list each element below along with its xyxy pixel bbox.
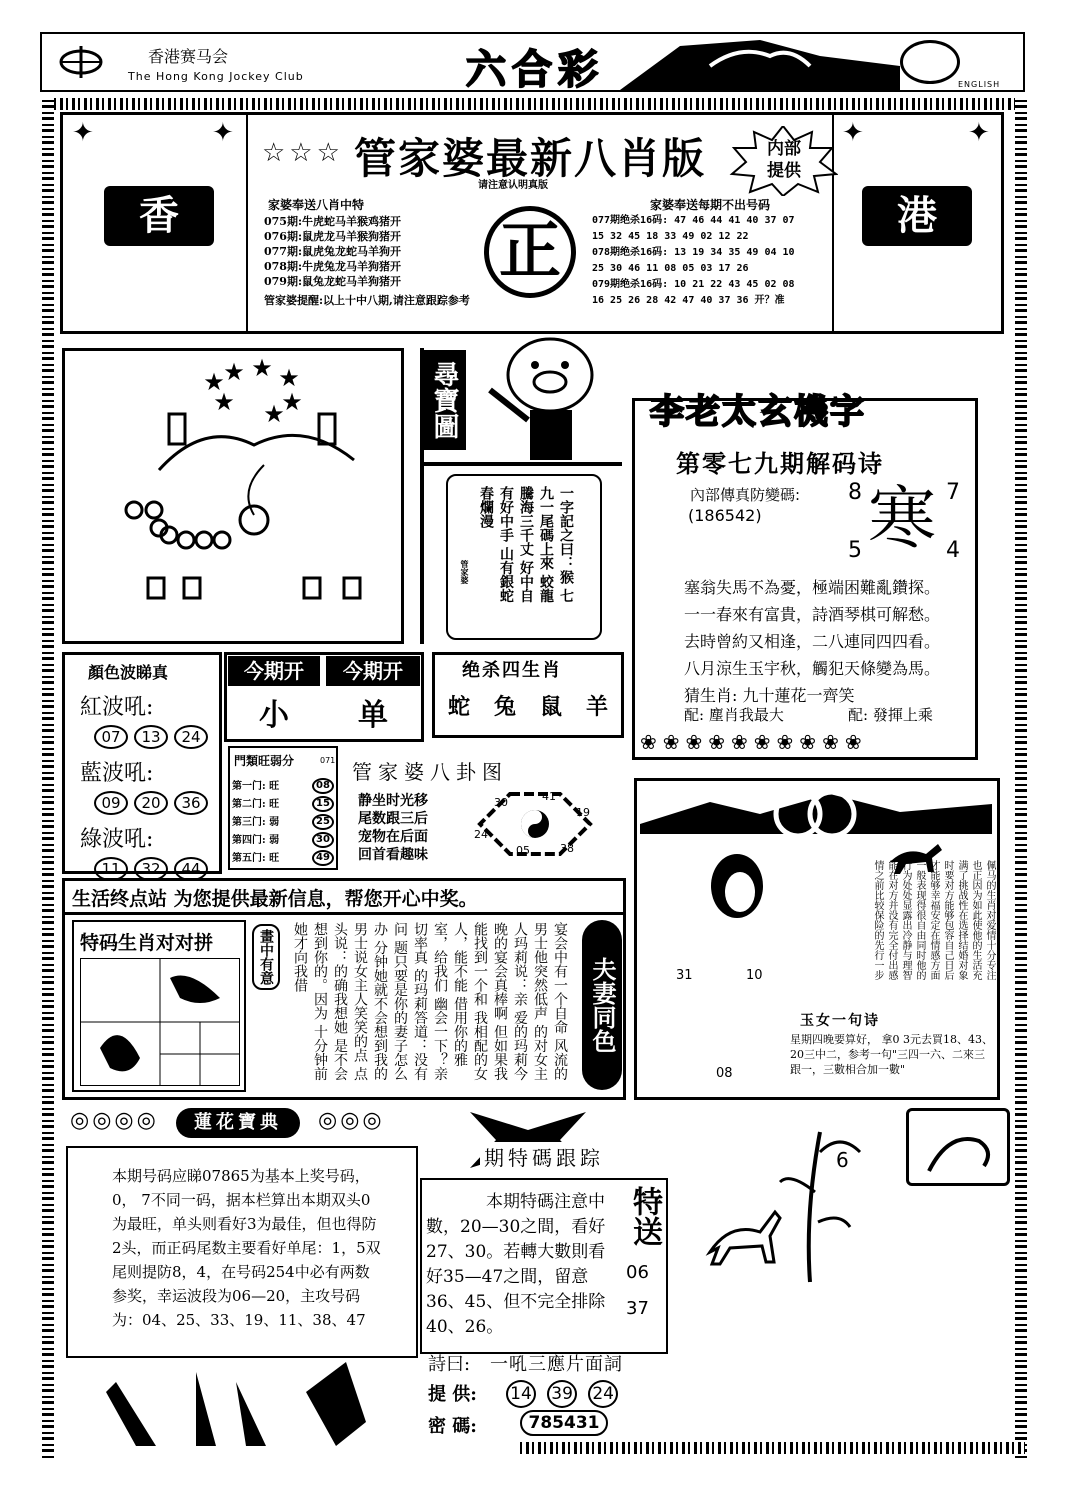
kill-line: 15 32 45 18 33 49 02 12 22 xyxy=(592,231,749,242)
door-label: 第一门: 旺 xyxy=(232,781,280,792)
ad-num: 31 xyxy=(676,968,693,983)
story-col: 的对女主人玛莉说：亲 xyxy=(512,922,548,1081)
lotus-bottom-graphic xyxy=(66,1362,418,1446)
ad-riddle: 星期四晚要算好， 拿0 3元去買18、43、20三中二，参考一句"三四一六、二來三跟一，三數相合加一數" xyxy=(790,1033,993,1076)
red-ball: 24 xyxy=(174,725,208,749)
provide-label: 提 供: xyxy=(428,1384,477,1405)
scroll-text xyxy=(476,486,576,612)
bagua-verse: 回首看趣味 xyxy=(358,847,428,863)
life-banner: 生活终点站 为您提供最新信息，帮您开心中奖。 xyxy=(72,888,478,910)
prediction-line: 075期:牛虎蛇马羊猴鸡猪开 xyxy=(264,215,402,228)
poem-text: 一吼三應片面詞 xyxy=(490,1354,623,1375)
svg-text:★: ★ xyxy=(213,388,235,416)
story-col: 点头说：的确我想她 xyxy=(332,922,368,1081)
story-text xyxy=(290,922,570,1088)
doors-rows xyxy=(232,778,334,868)
door-num: 15 xyxy=(312,796,334,812)
scroll-col: 蛟龍騰海三千丈 xyxy=(518,486,554,603)
story-col: 幽会一下？亲切率真 xyxy=(412,922,448,1081)
scroll-col: 山有銀蛇春爛漫 xyxy=(478,486,514,603)
green-ball: 44 xyxy=(174,857,208,881)
ad-banner xyxy=(640,784,992,844)
lotus-header: ◎◎◎◎ xyxy=(70,1108,159,1133)
waves-rows xyxy=(80,690,214,888)
code-label: 密 碼: xyxy=(428,1416,477,1437)
svg-text:★: ★ xyxy=(251,354,273,382)
story-col: 但如果我能找到一个和 xyxy=(472,922,508,1081)
fax-label: 內部傳真防變碼: xyxy=(690,486,801,504)
provide-ball: 39 xyxy=(547,1380,577,1408)
story-col: 是不会想到你的。因为 xyxy=(312,922,348,1081)
ad-num: 10 xyxy=(746,968,763,983)
left-emblem: 香 xyxy=(104,186,214,246)
kill4-item: 鼠 xyxy=(539,694,562,720)
wave-row-red xyxy=(80,690,214,756)
banner-title: 管家婆最新八肖版 xyxy=(354,134,707,183)
header-emblem-icon xyxy=(900,40,960,84)
door-num: 49 xyxy=(312,850,334,866)
svg-text:★: ★ xyxy=(281,388,303,416)
provide-ball: 24 xyxy=(588,1380,618,1408)
kill4-item: 羊 xyxy=(585,694,608,720)
kill-line: 16 25 26 28 42 47 40 37 36 开？准 xyxy=(592,295,785,306)
prediction-line: 077期:鼠虎兔龙蛇马羊狗开 xyxy=(264,245,402,258)
divider-line xyxy=(420,348,424,644)
english-link[interactable]: ENGLISH xyxy=(958,80,1001,89)
story-col: 宴会中有一个自命 xyxy=(552,922,568,1034)
poem-pair-a: 配: 塵肖我最大 xyxy=(684,706,784,724)
green-ball: 32 xyxy=(134,857,168,881)
wave-label: 藍波吼: xyxy=(80,761,154,786)
waves-title: 顏色波睇真 xyxy=(88,663,169,682)
ad-num: 08 xyxy=(716,1066,733,1081)
corner-num: 8 xyxy=(848,480,862,505)
code-value: 785431 xyxy=(520,1410,608,1436)
pair-title: 特码生肖对对拼 xyxy=(80,932,214,954)
special-label: 特送 xyxy=(627,1186,662,1246)
poem-line: 塞翁失馬不為憂，極端困難亂鑽探。 xyxy=(684,578,941,597)
scroll-col: 好中自有好中手 xyxy=(498,486,534,603)
lotus-body: 本期号码应睇07865为基本上奖号码，0， 7不同一码，据本栏算出本期双头0为最旺，单头则看好3为最佳，但也得防2头，而正码尾数主要看好单尾：1，5双尾则提防8，4，在号码254中必有两数参奖，幸运波段为06—20，主攻号码为：04、25、33、19、11、38、47 xyxy=(112,1167,381,1329)
corner-star-icon: ✦ xyxy=(212,118,234,148)
club-name-en: The Hong Kong Jockey Club xyxy=(128,70,304,83)
poem-title: 李老太玄機字 xyxy=(650,392,866,432)
svg-text:★: ★ xyxy=(278,364,300,392)
kill-line: 079期绝杀16码: 10 21 22 43 45 02 08 xyxy=(592,279,795,290)
bagua-num: 24 xyxy=(474,828,488,841)
banner-stars: ☆☆☆ xyxy=(262,138,344,168)
provide-nums xyxy=(506,1380,624,1408)
bagua-verse: 静坐时光移 xyxy=(358,793,428,809)
period-head: 今期开 xyxy=(326,656,420,686)
prediction-line: 076期:鼠虎龙马羊猴狗猪开 xyxy=(264,230,402,243)
poem-subtitle: 第零七九期解码诗 xyxy=(676,449,884,478)
bagua-verse: 宠物在后面 xyxy=(358,829,428,845)
story-col: 风流的男士他突然低声 xyxy=(532,922,568,1081)
kill4-item: 兔 xyxy=(493,694,516,720)
red-ball: 07 xyxy=(94,725,128,749)
hand-picture-box xyxy=(906,1108,1010,1186)
treasure-map-drawing xyxy=(64,350,402,642)
poem-pair-b: 配: 發揮上乘 xyxy=(848,706,933,724)
story-col: 的玛莉答道：没有问 xyxy=(392,922,428,1081)
hint-label: 畫中有意 xyxy=(252,924,280,990)
scroll-col: 七九一尾碼上來 xyxy=(538,486,574,603)
doors-title: 門類旺弱分 xyxy=(234,754,295,768)
inside-badge-text: 内部提供 xyxy=(767,139,801,181)
blue-ball: 20 xyxy=(134,791,168,815)
provide-ball: 14 xyxy=(506,1380,536,1408)
story-col: 我相配的女人，能不能 xyxy=(452,922,488,1081)
border-chain-left xyxy=(42,98,54,1458)
woman-portrait-icon xyxy=(700,850,774,930)
track-body: 本期特碼注意中數，20—30之間，看好27、30。若轉大數則看好35—47之間，留意36、45、但不完全排除40、26。 xyxy=(426,1192,606,1337)
poem-label: 詩曰: xyxy=(428,1354,471,1375)
bagua-title: 管家婆八卦图 xyxy=(352,760,508,784)
blue-ball: 09 xyxy=(94,791,128,815)
svg-text:★: ★ xyxy=(263,400,285,428)
red-ball: 13 xyxy=(134,725,168,749)
right-lines xyxy=(592,213,795,309)
bagua-diagram xyxy=(470,784,600,864)
pig-mascot-icon xyxy=(480,330,610,470)
big-char: 寒 xyxy=(868,480,937,559)
banner-note: 请注意认明真版 xyxy=(478,180,548,191)
blue-ball: 36 xyxy=(174,791,208,815)
fax-code: (186542) xyxy=(688,506,762,525)
kill-line: 25 30 46 11 08 05 03 17 26 xyxy=(592,263,749,274)
bagua-num: 38 xyxy=(560,842,574,855)
door-num: 30 xyxy=(312,832,334,848)
center-seal: 正 xyxy=(484,206,576,298)
door-label: 第二门: 旺 xyxy=(232,799,280,810)
ad-riddle-title: 玉女一句诗 xyxy=(800,1013,880,1029)
club-name-cn: 香港赛马会 xyxy=(148,47,229,66)
kill4-item: 蛇 xyxy=(447,694,470,720)
picture-num: 6 xyxy=(836,1148,849,1172)
bagua-num: 30 xyxy=(494,796,508,809)
special-num: 06 xyxy=(626,1262,649,1283)
poem-guess: 猜生肖: 九十蓮花一齊笑 xyxy=(684,686,855,705)
wave-label: 紅波吼: xyxy=(80,695,154,720)
green-ball: 11 xyxy=(94,857,128,881)
pair-grid xyxy=(80,958,240,1086)
corner-num: 7 xyxy=(946,480,960,505)
period-head: 今期开 xyxy=(228,656,320,686)
story-label: 夫妻同色 xyxy=(582,920,622,1090)
bagua-num: 19 xyxy=(576,806,590,819)
wave-row-blue xyxy=(80,756,214,822)
left-lines xyxy=(264,214,401,289)
door-label: 第五门: 旺 xyxy=(232,853,280,864)
kill-line: 078期绝杀16码: 13 19 34 35 49 04 10 xyxy=(592,247,795,258)
period-parity: 单 xyxy=(358,698,388,733)
lotus-title: 蓮花寶典 xyxy=(176,1108,300,1138)
jockey-club-logo-icon xyxy=(58,42,104,82)
kill-line: 077期绝杀16码: 47 46 44 41 40 37 07 xyxy=(592,215,795,226)
corner-star-icon: ✦ xyxy=(842,118,864,148)
header-horse-graphic xyxy=(620,36,900,90)
door-label: 第三门: 弱 xyxy=(232,817,280,828)
remind-line: 管家婆提醒:以上十中八期,请注意跟踪参考 xyxy=(264,294,470,307)
poem-line: 去時曾約又相逢，二八連同四四看。 xyxy=(684,632,941,651)
story-col: 分钟她就不会想到我的 xyxy=(372,940,388,1081)
story-col: 爱的玛莉今晚的宴会真棒啊 xyxy=(492,922,528,1081)
border-chain-right xyxy=(1015,98,1027,1458)
prediction-line: 079期:鼠兔龙蛇马羊狗猪开 xyxy=(264,275,402,288)
kill4-items xyxy=(436,690,620,721)
door-num: 25 xyxy=(312,814,334,830)
bagua-verses xyxy=(358,792,428,864)
lottery-title: 六合彩 xyxy=(466,46,604,93)
bagua-verse: 尾数跟三后 xyxy=(358,811,428,827)
poem-line: 一一春來有富貴，詩酒琴棋可解愁。 xyxy=(684,605,941,624)
track-title: 期特碼跟踪 xyxy=(480,1142,608,1171)
special-num: 37 xyxy=(626,1298,649,1319)
border-chain-top xyxy=(42,98,1027,110)
corner-star-icon: ✦ xyxy=(72,118,94,148)
door-label: 第四门: 弱 xyxy=(232,835,280,846)
divider-line xyxy=(420,462,622,466)
lotus-coin-row: ◎◎◎ xyxy=(318,1108,385,1133)
poem-flower-border: ❀❀❀❀❀❀❀❀❀❀ xyxy=(640,730,868,754)
prediction-line: 078期:牛虎兔龙马羊狗猪开 xyxy=(264,260,402,273)
door-num: 08 xyxy=(312,778,334,794)
ad-text: 佩马的生肖对爱情十分专注也正因为如此使他的生活充满了挑战性在选择结婚对象时要对方能够包容自己日后才能够幸福安定在情感方面一般表现得很自由同时他的行为处处显露出冷静与理智能在对方并没有完全付出感情之前比较保险的先行一步 xyxy=(872,860,995,980)
border-chain-bottom xyxy=(520,1442,1025,1454)
right-emblem: 港 xyxy=(862,186,972,246)
story-col: 借用你的雅室，给我们 xyxy=(432,922,468,1067)
bagua-num: 41 xyxy=(542,790,556,803)
corner-num: 4 xyxy=(946,538,960,563)
scroll-sign: 管家婆 xyxy=(460,560,470,584)
bagua-num: 05 xyxy=(516,844,530,857)
svg-text:★: ★ xyxy=(203,368,225,396)
corner-num: 5 xyxy=(848,538,862,563)
poem-line: 八月涼生玉宇秋，觸犯天條變為馬。 xyxy=(684,659,941,678)
story-col: 十分钟前她才向我借 xyxy=(292,922,328,1081)
poem-lines xyxy=(684,574,940,709)
doors-tag: 071 xyxy=(320,756,336,765)
scroll-col: 一字記之曰：猴 xyxy=(558,486,574,584)
svg-text:★: ★ xyxy=(223,358,245,386)
corner-star-icon: ✦ xyxy=(968,118,990,148)
right-head: 家婆奉送每期不出号码 xyxy=(650,198,771,212)
left-head: 家婆奉送八肖中特 xyxy=(268,198,365,212)
kill4-title: 绝杀四生肖 xyxy=(462,660,562,681)
story-col: 男士说女主人笑笑的点 xyxy=(352,922,368,1062)
wave-label: 綠波吼: xyxy=(80,827,154,852)
story-col: 题只要是你的妻子怎么办 xyxy=(372,922,408,1081)
treasure-label: 尋寶圖 xyxy=(422,350,466,450)
divider-line xyxy=(64,912,624,915)
bamboo-horse-drawing xyxy=(690,1112,890,1292)
period-size: 小 xyxy=(259,698,289,733)
